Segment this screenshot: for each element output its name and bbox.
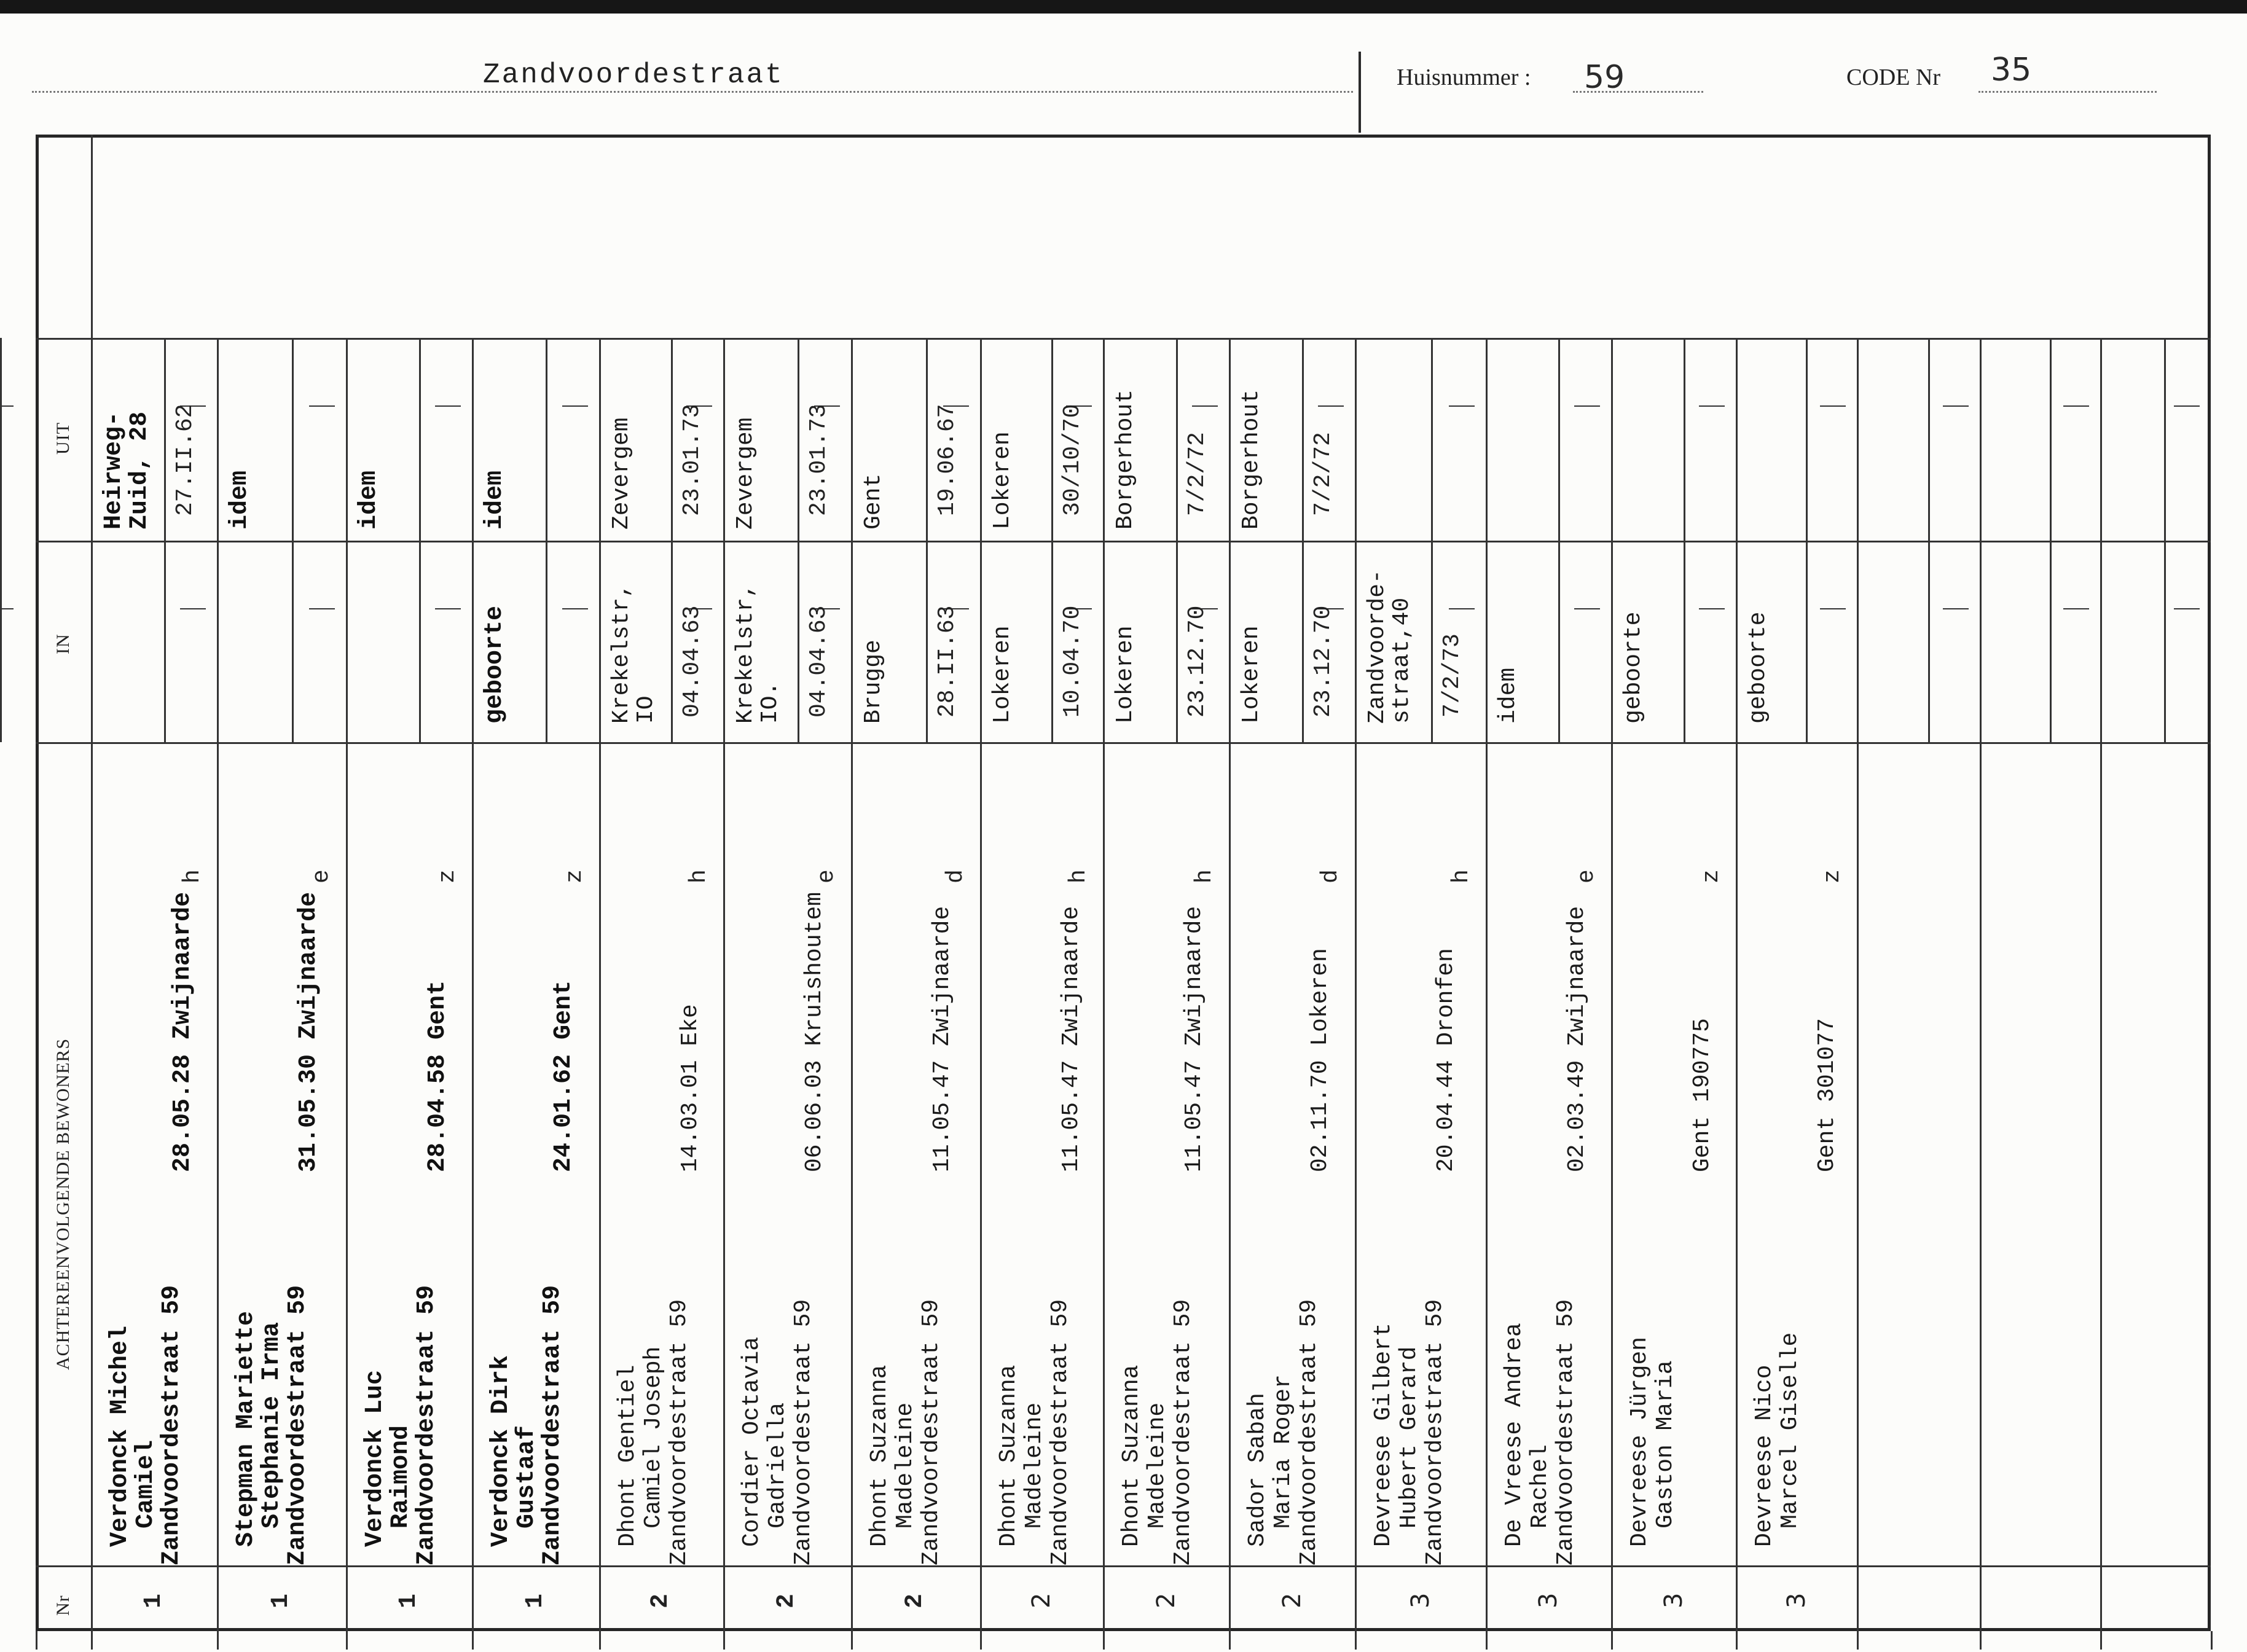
row-divider [217, 338, 219, 1631]
resident-given-names: Madeleine [1144, 1402, 1171, 1529]
bottom-tick [2100, 1631, 2102, 1650]
row-number: 1 [139, 1593, 168, 1608]
column-header-bewoners: ACHTEREENVOLGENDE BEWONERS [53, 1038, 73, 1370]
resident-address: Zandvoordestraat 59 [790, 1299, 817, 1565]
uit-place: Zevergem [732, 417, 759, 530]
in-place: Lokeren [989, 625, 1016, 724]
in-place: idem [1495, 667, 1521, 724]
resident-given-names: Madeleine [1021, 1402, 1048, 1529]
row-divider [723, 338, 725, 1631]
row-number: 1 [267, 1593, 295, 1608]
in-place: geboorte [481, 605, 509, 724]
uit-subdivider [1558, 338, 1560, 742]
in-date-dash [2063, 608, 2089, 609]
uit-date-dash [1318, 405, 1344, 407]
section-rule-top [36, 338, 2211, 340]
resident-given-names: Marcel Giselle [1777, 1332, 1803, 1529]
uit-place: idem [481, 470, 509, 530]
resident-given-names: Camiel [132, 1439, 160, 1529]
uit-place: Borgerhout [1238, 389, 1265, 530]
resident-birth: 11.05.47 Zwijnaarde [929, 906, 955, 1172]
bottom-tick [1355, 1631, 1357, 1650]
resident-surname: Dhont Suzanna [1118, 1364, 1145, 1547]
in-date: 10.04.70 [1059, 605, 1086, 718]
uit-date: 7/2/72 [1184, 432, 1210, 516]
resident-birth: 06.06.03 Kruishoutem [801, 891, 828, 1172]
resident-birth: 02.03.49 Zwijnaarde [1564, 906, 1590, 1172]
resident-address: Zandvoordestraat 59 [413, 1285, 441, 1565]
bottom-tick [1229, 1631, 1231, 1650]
street-dotted-line [32, 91, 1353, 93]
resident-code: h [686, 869, 712, 883]
resident-code: z [1698, 869, 1725, 883]
uit-place: Gent [860, 473, 887, 530]
uit-date-dash [1192, 405, 1218, 407]
bottom-tick [91, 1631, 93, 1650]
in-date-dash [2174, 608, 2200, 609]
resident-address: Zandvoordestraat 59 [1553, 1299, 1579, 1565]
resident-surname: Devreese Gilbert [1370, 1323, 1397, 1547]
in-date-dash [1449, 608, 1475, 609]
column-header-in: IN [53, 633, 73, 654]
bottom-tick [2211, 1631, 2213, 1650]
in-date: 7/2/73 [1439, 633, 1465, 718]
resident-birth: 02.11.70 Lokeren [1307, 948, 1333, 1172]
uit-date-dash [2174, 405, 2200, 407]
in-place: Krekelstr, [732, 583, 759, 724]
in-place: Zandvoorde- [1364, 570, 1390, 724]
in-date-dash [309, 608, 335, 609]
row-divider [2100, 338, 2102, 1631]
bottom-tick [1736, 1631, 1738, 1650]
uit-subdivider [546, 338, 547, 742]
uit-subdivider [164, 338, 166, 742]
uit-place: Heirweg- [100, 411, 128, 530]
resident-surname: Verdonck Luc [361, 1369, 389, 1547]
row-number: 3 [1406, 1592, 1435, 1608]
resident-surname: Verdonck Dirk [487, 1355, 515, 1547]
uit-subdivider [419, 338, 421, 742]
row-divider [1355, 338, 1357, 1631]
bottom-tick [599, 1631, 601, 1650]
bottom-tick [980, 1631, 982, 1650]
uit-date: 27.II.62 [172, 404, 198, 516]
row-number: 3 [1534, 1592, 1563, 1608]
in-date: 23.12.70 [1184, 605, 1210, 718]
row-divider [1103, 338, 1105, 1631]
resident-surname: Stepman Mariette [232, 1310, 260, 1547]
resident-given-names: Camiel Joseph [640, 1346, 667, 1529]
resident-birth: 28.05.28 Zwijnaarde [169, 891, 197, 1172]
uit-subdivider [1051, 338, 1053, 742]
resident-surname: Dhont Suzanna [995, 1364, 1022, 1547]
bottom-tick [1980, 1631, 1982, 1650]
uit-date: 23.01.73 [806, 404, 832, 516]
resident-address: Zandvoordestraat 59 [158, 1285, 186, 1565]
row-divider [851, 338, 853, 1631]
uit-subdivider [0, 338, 2, 742]
resident-address: Zandvoordestraat 59 [539, 1285, 567, 1565]
in-place: geboorte [1620, 611, 1647, 724]
in-place: IO [633, 695, 659, 724]
uit-subdivider [1302, 338, 1304, 742]
resident-given-names: Madeleine [892, 1402, 919, 1529]
resident-surname: Sador Sabah [1244, 1393, 1271, 1547]
resident-given-names: Stephanie Irma [258, 1321, 286, 1529]
row-divider [472, 338, 474, 1631]
uit-date-dash [562, 405, 588, 407]
label-column-divider [91, 135, 93, 1631]
uit-place: Borgerhout [1112, 389, 1139, 530]
resident-surname: Dhont Suzanna [866, 1364, 893, 1547]
huisnummer-label: Huisnummer : [1397, 65, 1531, 90]
uit-date-dash [1943, 405, 1969, 407]
section-rule-nr [36, 1565, 2211, 1567]
in-date: 04.04.63 [806, 605, 832, 718]
row-number: 1 [394, 1593, 423, 1608]
uit-date-dash [1574, 405, 1600, 407]
resident-birth: Gent 190775 [1689, 1018, 1716, 1172]
uit-place: Lokeren [989, 431, 1016, 530]
resident-birth: 31.05.30 Zwijnaarde [295, 891, 323, 1172]
header-divider [1359, 52, 1361, 133]
uit-subdivider [292, 338, 294, 742]
code-value: 35 [1991, 52, 2032, 88]
bottom-tick [36, 1631, 37, 1650]
in-date-dash [562, 608, 588, 609]
resident-surname: Devreese Nico [1751, 1364, 1778, 1547]
resident-given-names: Raimond [387, 1425, 415, 1529]
resident-birth: 14.03.01 Eke [677, 1004, 704, 1172]
row-number: 3 [1659, 1592, 1688, 1608]
resident-address: Zandvoordestraat 59 [1422, 1299, 1448, 1565]
in-date-dash [0, 608, 14, 609]
resident-address: Zandvoordestraat 59 [1296, 1299, 1322, 1565]
resident-code: e [814, 869, 840, 883]
bottom-tick [1103, 1631, 1105, 1650]
scan-top-edge [0, 0, 2247, 14]
resident-birth: 11.05.47 Zwijnaarde [1058, 906, 1084, 1172]
bottom-tick [346, 1631, 348, 1650]
resident-given-names: Gadriella [764, 1402, 791, 1529]
resident-given-names: Maria Roger [1270, 1374, 1296, 1529]
uit-date-dash [0, 405, 14, 407]
in-place: Brugge [860, 640, 887, 724]
row-divider [346, 338, 348, 1631]
row-number: 2 [1027, 1592, 1056, 1608]
uit-date-dash [2063, 405, 2089, 407]
in-date-dash [1699, 608, 1725, 609]
uit-date-dash [1449, 405, 1475, 407]
uit-place: idem [355, 470, 383, 530]
resident-code: z [562, 869, 588, 883]
resident-code: h [179, 869, 206, 883]
resident-birth: Gent 301077 [1814, 1018, 1840, 1172]
resident-surname: Devreese Jürgen [1626, 1336, 1653, 1547]
resident-given-names: Rachel [1527, 1444, 1553, 1529]
uit-subdivider [1684, 338, 1685, 742]
row-number: 3 [1782, 1592, 1811, 1608]
in-date-dash [1943, 608, 1969, 609]
resident-birth: 20.04.44 Dronfen [1433, 948, 1459, 1172]
uit-date-dash [309, 405, 335, 407]
huisnummer-dotted-line [1573, 91, 1703, 93]
resident-surname: Cordier Octavia [739, 1336, 765, 1547]
resident-code: e [1574, 869, 1600, 883]
bottom-tick [851, 1631, 853, 1650]
resident-birth: 11.05.47 Zwijnaarde [1181, 906, 1207, 1172]
bottom-tick [1857, 1631, 1859, 1650]
row-divider [1736, 338, 1738, 1631]
resident-address: Zandvoordestraat 59 [284, 1285, 312, 1565]
bottom-tick [472, 1631, 474, 1650]
column-header-nr: Nr [53, 1595, 73, 1616]
in-place: geboorte [1745, 611, 1771, 724]
row-divider [980, 338, 982, 1631]
in-place: IO. [757, 681, 783, 724]
row-number: 1 [521, 1593, 549, 1608]
row-divider [1980, 338, 1982, 1631]
section-rule-uit-in [36, 541, 2211, 542]
row-divider [1486, 338, 1488, 1631]
row-number: 2 [1277, 1592, 1306, 1608]
row-number: 2 [647, 1593, 675, 1608]
in-place: Lokeren [1238, 625, 1265, 724]
uit-subdivider [1928, 338, 1930, 742]
resident-given-names: Gustaaf [513, 1425, 541, 1529]
bottom-tick [1611, 1631, 1613, 1650]
resident-address: Zandvoordestraat 59 [918, 1299, 944, 1565]
uit-date-dash [1820, 405, 1846, 407]
row-divider [1229, 338, 1231, 1631]
uit-subdivider [798, 338, 799, 742]
street-name: Zandvoordestraat [483, 59, 784, 91]
resident-birth: 28.04.58 Gent [424, 980, 452, 1172]
row-divider [1857, 338, 1859, 1631]
bottom-tick [723, 1631, 725, 1650]
uit-place: Zuid, 28 [126, 411, 154, 530]
uit-subdivider [2050, 338, 2052, 742]
in-place: Krekelstr, [608, 583, 635, 724]
resident-code: z [1819, 869, 1846, 883]
resident-surname: Verdonck Michel [106, 1325, 134, 1547]
resident-address: Zandvoordestraat 59 [666, 1299, 692, 1565]
uit-subdivider [1176, 338, 1178, 742]
resident-birth: 24.01.62 Gent [550, 980, 578, 1172]
bottom-tick [1486, 1631, 1488, 1650]
in-date: 23.12.70 [1310, 605, 1336, 718]
uit-date: 19.06.67 [934, 404, 960, 516]
code-dotted-line [1978, 91, 2157, 93]
uit-date: 7/2/72 [1310, 432, 1336, 516]
uit-subdivider [2164, 338, 2166, 742]
resident-address: Zandvoordestraat 59 [1170, 1299, 1196, 1565]
in-date-dash [1574, 608, 1600, 609]
in-place: Lokeren [1112, 625, 1139, 724]
code-label: CODE Nr [1846, 65, 1941, 90]
uit-date-dash [435, 405, 461, 407]
uit-place: idem [226, 470, 254, 530]
in-date: 28.II.63 [934, 605, 960, 718]
uit-date: 23.01.73 [679, 404, 705, 516]
resident-surname: De Vreese Andrea [1501, 1323, 1527, 1547]
uit-subdivider [671, 338, 673, 742]
uit-date: 30/10/70 [1059, 404, 1086, 516]
resident-code: e [308, 869, 335, 883]
row-divider [1611, 338, 1613, 1631]
resident-address: Zandvoordestraat 59 [1047, 1299, 1073, 1565]
uit-subdivider [1431, 338, 1433, 742]
huisnummer-value: 59 [1584, 59, 1625, 96]
section-rule-in-bewoners [36, 742, 2211, 744]
column-header-uit: UIT [53, 422, 73, 455]
row-number: 2 [1151, 1592, 1180, 1608]
in-date-dash [435, 608, 461, 609]
in-place: straat,40 [1389, 597, 1415, 724]
in-date: 04.04.63 [679, 605, 705, 718]
resident-code: d [1317, 869, 1344, 883]
resident-code: h [1065, 869, 1092, 883]
uit-date-dash [1699, 405, 1725, 407]
in-date-dash [180, 608, 206, 609]
bottom-tick [217, 1631, 219, 1650]
uit-subdivider [1806, 338, 1808, 742]
uit-subdivider [926, 338, 928, 742]
row-divider [599, 338, 601, 1631]
resident-code: z [434, 869, 461, 883]
resident-given-names: Gaston Maria [1652, 1360, 1679, 1529]
resident-given-names: Hubert Gerard [1396, 1346, 1422, 1529]
resident-code: h [1191, 869, 1218, 883]
resident-code: d [943, 869, 969, 883]
in-date-dash [1820, 608, 1846, 609]
uit-place: Zevergem [608, 417, 635, 530]
resident-surname: Dhont Gentiel [614, 1364, 641, 1547]
resident-code: h [1448, 869, 1475, 883]
row-number: 2 [773, 1593, 801, 1608]
row-number: 2 [901, 1593, 929, 1608]
